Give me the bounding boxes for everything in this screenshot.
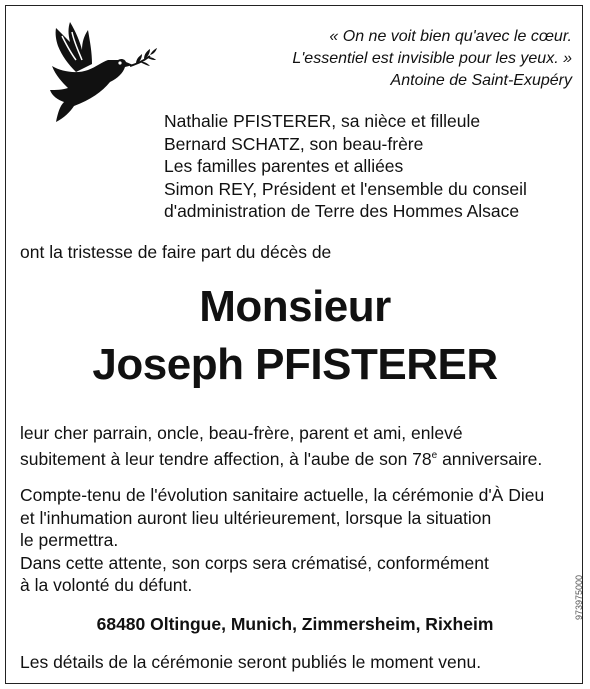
reference-number: 973975000	[574, 574, 584, 620]
deceased-name: Joseph PFISTERER	[92, 340, 498, 389]
ceremony-paragraph	[20, 484, 580, 597]
family-line: Nathalie PFISTERER, sa nièce et filleule	[164, 111, 481, 131]
paragraph-line: Dans cette attente, son corps sera crématisé, conformément	[20, 552, 489, 573]
quote-line-2: L'essentiel est invisible pour les yeux. »	[292, 50, 572, 67]
paragraph-line: le permettra.	[20, 530, 119, 550]
quote-author: Antoine de Saint-Exupéry	[390, 72, 572, 89]
announcement-intro: ont la tristesse de faire part du décès de	[20, 242, 332, 262]
family-line: Bernard SCHATZ, son beau-frère	[164, 133, 424, 154]
paragraph-line: à la volonté du défunt.	[20, 575, 193, 595]
paragraph-line: et l'inhumation auront lieu ultérieurement, lorsque la situation	[20, 507, 492, 528]
paragraph-line: leur cher parrain, oncle, beau-frère, parent et ami, enlevé	[20, 423, 463, 443]
deceased-title: Monsieur	[199, 282, 391, 331]
family-line: d'administration de Terre des Hommes Alsace	[164, 201, 520, 221]
age-text: subitement à leur tendre affection, à l'aube de son 78	[20, 448, 432, 469]
quote-line-1: « On ne voit bien qu'avec le cœur.	[329, 28, 572, 45]
family-list	[164, 110, 564, 223]
paragraph-line	[20, 445, 580, 471]
closing-note: Les détails de la cérémonie seront publiés le moment venu.	[20, 652, 482, 672]
family-line: Les familles parentes et alliées	[164, 156, 404, 176]
anniversary-text: anniversaire.	[437, 448, 543, 469]
dove-with-olive-branch-icon	[22, 20, 160, 132]
quotation	[212, 26, 572, 92]
family-line: Simon REY, Président et l'ensemble du conseil	[164, 178, 527, 199]
paragraph-line: Compte-tenu de l'évolution sanitaire actuelle, la cérémonie d'À Dieu	[20, 485, 545, 505]
places-line: 68480 Oltingue, Munich, Zimmersheim, Rixheim	[96, 614, 494, 634]
ordinal-suffix: e	[431, 449, 438, 461]
relationship-paragraph	[20, 422, 580, 470]
